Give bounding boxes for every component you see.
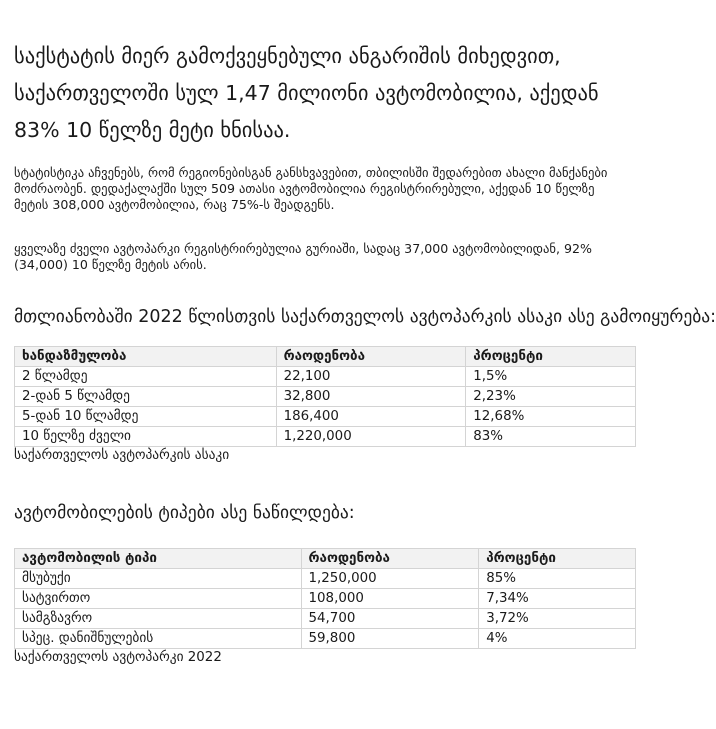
age-table-caption: საქართველოს ავტოპარკის ასაკი — [14, 448, 230, 463]
paragraph-tbilisi: სტატისტიკა აჩვენებს, რომ რეგიონებისგან განსხვავებით, თბილისში შედარებით ახალი მანქანები მოძრაობენ. დედაქალაქში სულ 509 ათასი ავტომობილია რეგისტრირებული, აქედან 10 წელზე მეტის 308,000 ავტომობილია, რაც 75%-ს შეადგენს. — [14, 165, 608, 212]
table-row — [15, 629, 636, 649]
cell-percent: 1,5% — [466, 367, 636, 387]
cell-count: 22,100 — [276, 367, 466, 387]
cell-percent: 7,34% — [479, 589, 636, 609]
cell-type: სპეც. დანიშნულების — [15, 629, 302, 649]
column-header-count: რაოდენობა — [276, 347, 466, 367]
article — [14, 0, 716, 667]
table-row — [15, 609, 636, 629]
type-table — [14, 548, 636, 649]
table-row — [15, 569, 636, 589]
cell-percent: 85% — [479, 569, 636, 589]
column-header-count: რაოდენობა — [301, 549, 479, 569]
cell-count: 32,800 — [276, 387, 466, 407]
cell-age: 2-დან 5 წლამდე — [15, 387, 277, 407]
table-header-row — [15, 549, 636, 569]
cell-percent: 4% — [479, 629, 636, 649]
cell-percent: 83% — [466, 427, 636, 447]
column-header-percent: პროცენტი — [479, 549, 636, 569]
table-row — [15, 367, 636, 387]
table-header-row — [15, 347, 636, 367]
cell-count: 1,250,000 — [301, 569, 479, 589]
cell-percent: 3,72% — [479, 609, 636, 629]
column-header-age: ხანდაზმულობა — [15, 347, 277, 367]
cell-type: მსუბუქი — [15, 569, 302, 589]
table-row — [15, 387, 636, 407]
cell-count: 186,400 — [276, 407, 466, 427]
age-section-title: მთლიანობაში 2022 წლისთვის საქართველოს ავტოპარკის ასაკი ასე გამოიყურება: — [14, 307, 716, 327]
article-headline: საქსტატის მიერ გამოქვეყნებული ანგარიშის მიხედვით, საქართველოში სულ 1,47 მილიონი ავტომობილია, აქედან 83% 10 წელზე მეტი ხნისაა. — [14, 44, 599, 142]
cell-percent: 12,68% — [466, 407, 636, 427]
cell-type: სამგზავრო — [15, 609, 302, 629]
cell-age: 2 წლამდე — [15, 367, 277, 387]
cell-age: 5-დან 10 წლამდე — [15, 407, 277, 427]
table-row — [15, 589, 636, 609]
age-table — [14, 346, 636, 447]
cell-count: 59,800 — [301, 629, 479, 649]
type-section-title: ავტომობილების ტიპები ასე ნაწილდება: — [14, 503, 355, 523]
column-header-percent: პროცენტი — [466, 347, 636, 367]
cell-count: 108,000 — [301, 589, 479, 609]
cell-age: 10 წელზე ძველი — [15, 427, 277, 447]
cell-percent: 2,23% — [466, 387, 636, 407]
type-table-caption: საქართველოს ავტოპარკი 2022 — [14, 650, 222, 665]
column-header-type: ავტომობილის ტიპი — [15, 549, 302, 569]
paragraph-guria: ყველაზე ძველი ავტოპარკი რეგისტრირებულია გურიაში, სადაც 37,000 ავტომობილიდან, 92% (34,000) 10 წელზე მეტის არის. — [14, 241, 592, 272]
cell-type: სატვირთო — [15, 589, 302, 609]
table-row — [15, 427, 636, 447]
cell-count: 54,700 — [301, 609, 479, 629]
table-row — [15, 407, 636, 427]
cell-count: 1,220,000 — [276, 427, 466, 447]
